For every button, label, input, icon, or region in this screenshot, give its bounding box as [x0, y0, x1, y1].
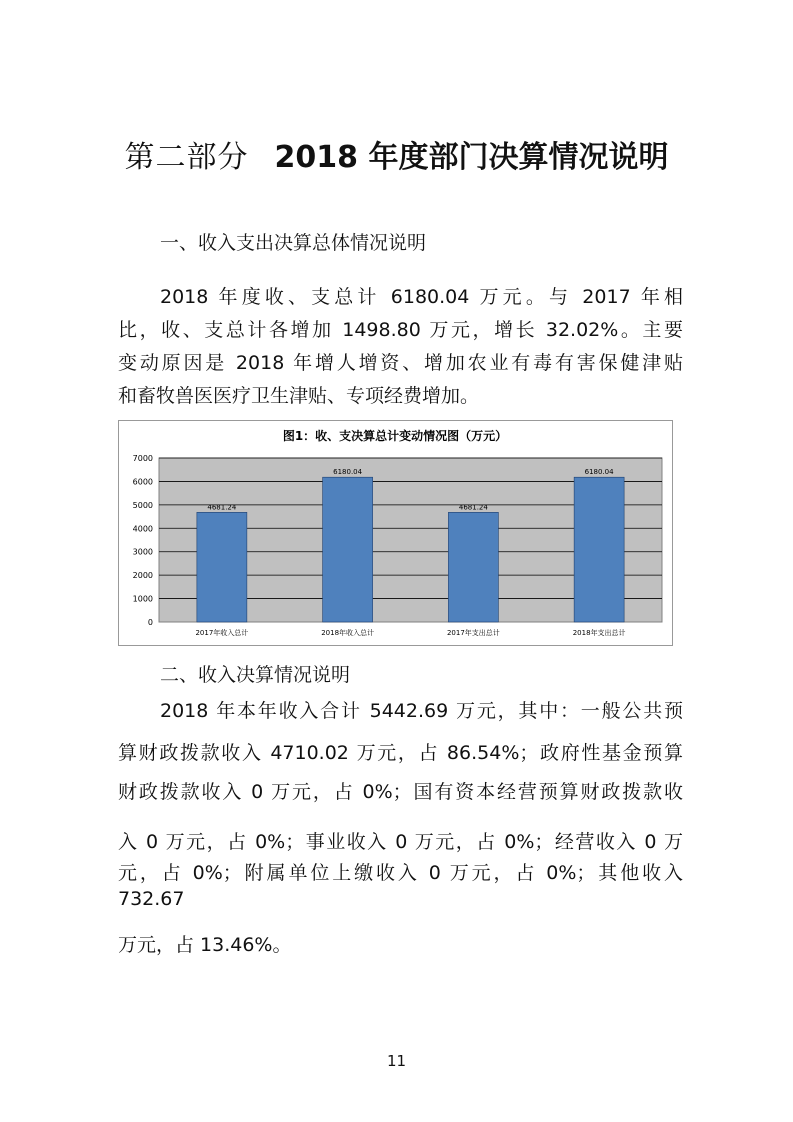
y-tick-label: 5000	[132, 500, 153, 510]
y-tick-label: 6000	[132, 477, 153, 487]
income-expense-chart	[118, 420, 673, 646]
para2-line: 财政拨款收入 0 万元，占 0%；国有资本经营预算财政拨款收	[118, 781, 683, 803]
data-label: 4681.24	[458, 503, 488, 512]
y-tick-label: 0	[147, 618, 153, 627]
bar	[197, 512, 247, 622]
para1-line: 2018 年度收、支总计 6180.04 万元。与 2017 年相	[160, 286, 683, 308]
title-part: 第二部分	[124, 140, 249, 175]
chart-title: 图1：收、支决算总计变动情况图（万元）	[282, 429, 508, 443]
para1-line: 变动原因是 2018 年增人增资、增加农业有毒有害保健津贴	[118, 352, 683, 374]
para2-line: 732.67	[118, 888, 185, 910]
para1-line: 和畜牧兽医医疗卫生津贴、专项经费增加。	[118, 385, 480, 407]
para2-line: 万元，占 13.46%。	[118, 934, 292, 956]
chart-svg	[119, 421, 672, 645]
x-category-label: 2017年收入总计	[195, 629, 249, 637]
x-category-label: 2018年收入总计	[321, 629, 375, 637]
para2-line: 元，占 0%；附属单位上缴收入 0 万元，占 0%；其他收入	[118, 862, 683, 884]
bar	[574, 477, 624, 622]
x-category-label: 2018年支出总计	[572, 629, 626, 637]
page-number: 11	[386, 1052, 407, 1070]
para1-line: 比，收、支总计各增加 1498.80 万元，增长 32.02%。主要	[118, 319, 683, 341]
section2-heading: 二、收入决算情况说明	[160, 664, 351, 686]
para2-line: 算财政拨款收入 4710.02 万元，占 86.54%；政府性基金预算	[118, 742, 683, 764]
data-label: 6180.04	[584, 468, 614, 477]
bar	[448, 512, 498, 622]
page-title	[0, 132, 793, 176]
title-main: 2018 年度部门决算情况说明	[274, 140, 669, 175]
para2-line: 入 0 万元，占 0%；事业收入 0 万元，占 0%；经营收入 0 万	[118, 831, 683, 853]
data-label: 4681.24	[207, 503, 237, 512]
bar	[323, 477, 373, 622]
x-category-label: 2017年支出总计	[446, 629, 500, 637]
y-tick-label: 1000	[132, 594, 153, 604]
y-tick-label: 3000	[132, 547, 153, 557]
data-label: 6180.04	[333, 468, 363, 477]
section1-heading: 一、收入支出决算总体情况说明	[160, 232, 427, 254]
y-tick-label: 4000	[132, 524, 153, 534]
y-tick-label: 7000	[132, 454, 153, 463]
para2-line: 2018 年本年收入合计 5442.69 万元，其中：一般公共预	[160, 700, 683, 722]
y-tick-label: 2000	[132, 571, 153, 581]
